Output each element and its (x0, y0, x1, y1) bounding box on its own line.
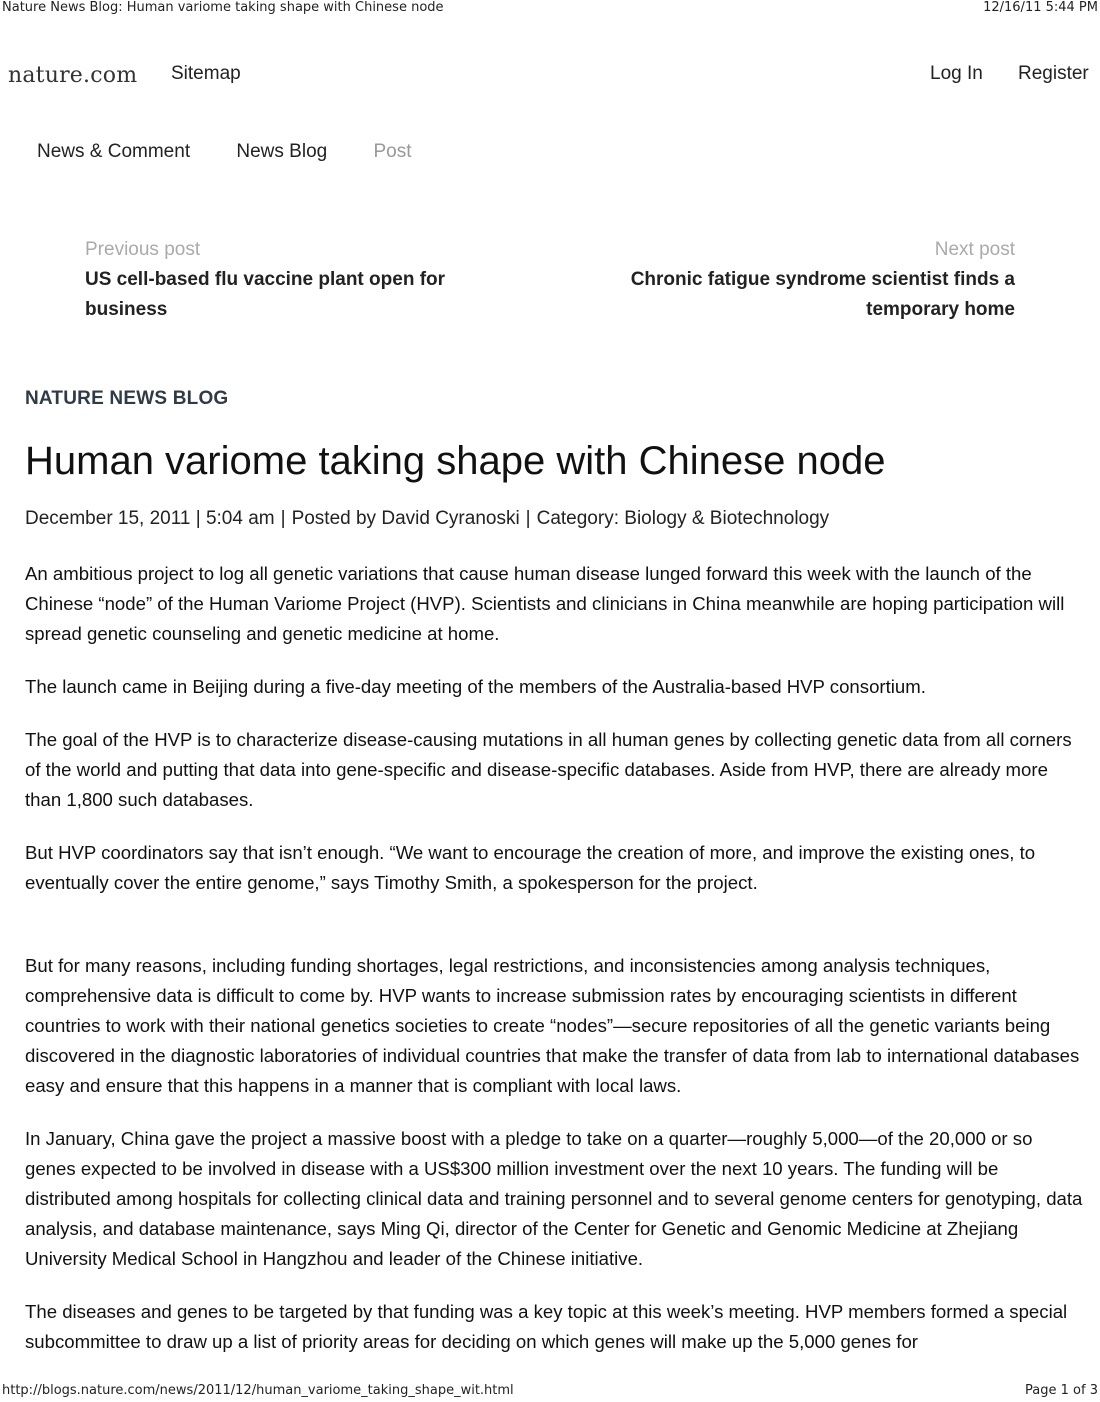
category-link[interactable]: Biology & Biotechnology (624, 508, 830, 529)
article-paragraph: The launch came in Beijing during a five-day meeting of the members of the Australia-based HVP consortium. (25, 676, 926, 697)
article-paragraph: An ambitious project to log all genetic variations that cause human disease lunged forward this week with the launch of the Chinese “node” of the Human Variome Project (HVP). Scientists and clinicians in China meanwhile are hoping participation will spread genetic counseling and genetic medicine at home. (25, 563, 1065, 644)
breadcrumb-news-comment[interactable]: News & Comment (37, 141, 191, 162)
print-footer (0, 1383, 1100, 1401)
article-title: Human variome taking shape with Chinese node (25, 439, 886, 483)
category-prefix: Category: (536, 508, 619, 529)
breadcrumb-post: Post (373, 141, 412, 162)
article-meta: December 15, 2011 | 5:04 am | Posted by David Cyranoski | Category: Biology & Biotechnology (25, 508, 830, 529)
print-header (0, 0, 1100, 18)
article-paragraph: In January, China gave the project a massive boost with a pledge to take on a quarter—roughly 5,000—of the 20,000 or so genes expected to be involved in disease with a US$300 million investment over the next 10 years. The funding will be distributed among hospitals for collecting clinical data and training personnel and to several genome centers for genotyping, data analysis, and database maintenance, says Ming Qi, director of the Center for Genetic and Genomic Medicine at Zhejiang University Medical School in Hangzhou and leader of the Chinese initiative. (25, 1128, 1083, 1269)
article-paragraph: But HVP coordinators say that isn’t enough. “We want to encourage the creation of more, and improve the existing ones, to eventually cover the entire genome,” says Timothy Smith, a spokesperson for the project. (25, 842, 1036, 893)
print-datetime: 12/16/11 5:44 PM (983, 0, 1098, 15)
article-paragraph: The goal of the HVP is to characterize disease-causing mutations in all human genes by collecting genetic data from all corners of the world and putting that data into gene-specific and disease-specific databases. Aside from HVP, there are already more than 1,800 such databases. (25, 729, 1072, 810)
nature-logo[interactable]: nature.com (8, 63, 138, 88)
article-date: December 15, 2011 | 5:04 am (25, 508, 275, 529)
next-post-link[interactable] (595, 237, 1015, 325)
article-paragraph: The diseases and genes to be targeted by that funding was a key topic at this week’s meeting. HVP members formed a special subcommittee to draw up a list of priority areas for deciding on which genes will make up the 5,000 genes for (25, 1301, 1068, 1352)
article-paragraph: But for many reasons, including funding shortages, legal restrictions, and inconsistencies among analysis techniques, comprehensive data is difficult to come by. HVP wants to increase submission rates by encouraging scientists in different countries to work with their national genetics societies to create “nodes”—secure repositories of all the genetic variants being discovered in the diagnostic laboratories of individual countries that make the transfer of data from lab to international databases easy and ensure that this happens in a manner that is compliant with local laws. (25, 955, 1080, 1096)
breadcrumb (37, 141, 453, 163)
breadcrumb-news-blog[interactable]: News Blog (236, 141, 328, 162)
post-navigation (85, 237, 1015, 337)
previous-post-label: Previous post (85, 239, 201, 260)
next-post-label: Next post (934, 239, 1015, 260)
previous-post-link[interactable] (85, 237, 485, 325)
print-page-title: Nature News Blog: Human variome taking shape with Chinese node (2, 0, 444, 15)
sitemap-link[interactable]: Sitemap (171, 63, 241, 84)
print-url: http://blogs.nature.com/news/2011/12/human_variome_taking_shape_wit.html (2, 1383, 514, 1398)
register-link[interactable]: Register (1018, 63, 1089, 84)
blog-section-label[interactable]: NATURE NEWS BLOG (25, 388, 229, 409)
posted-by-prefix: Posted by (291, 508, 377, 529)
login-link[interactable]: Log In (930, 63, 983, 84)
previous-post-title[interactable]: US cell-based flu vaccine plant open for business (85, 269, 446, 320)
next-post-title[interactable]: Chronic fatigue syndrome scientist finds a temporary home (630, 269, 1015, 320)
print-page-number: Page 1 of 3 (1025, 1383, 1098, 1398)
author-link[interactable]: David Cyranoski (381, 508, 520, 529)
article-body (25, 559, 1085, 1380)
top-navigation (0, 60, 1100, 92)
